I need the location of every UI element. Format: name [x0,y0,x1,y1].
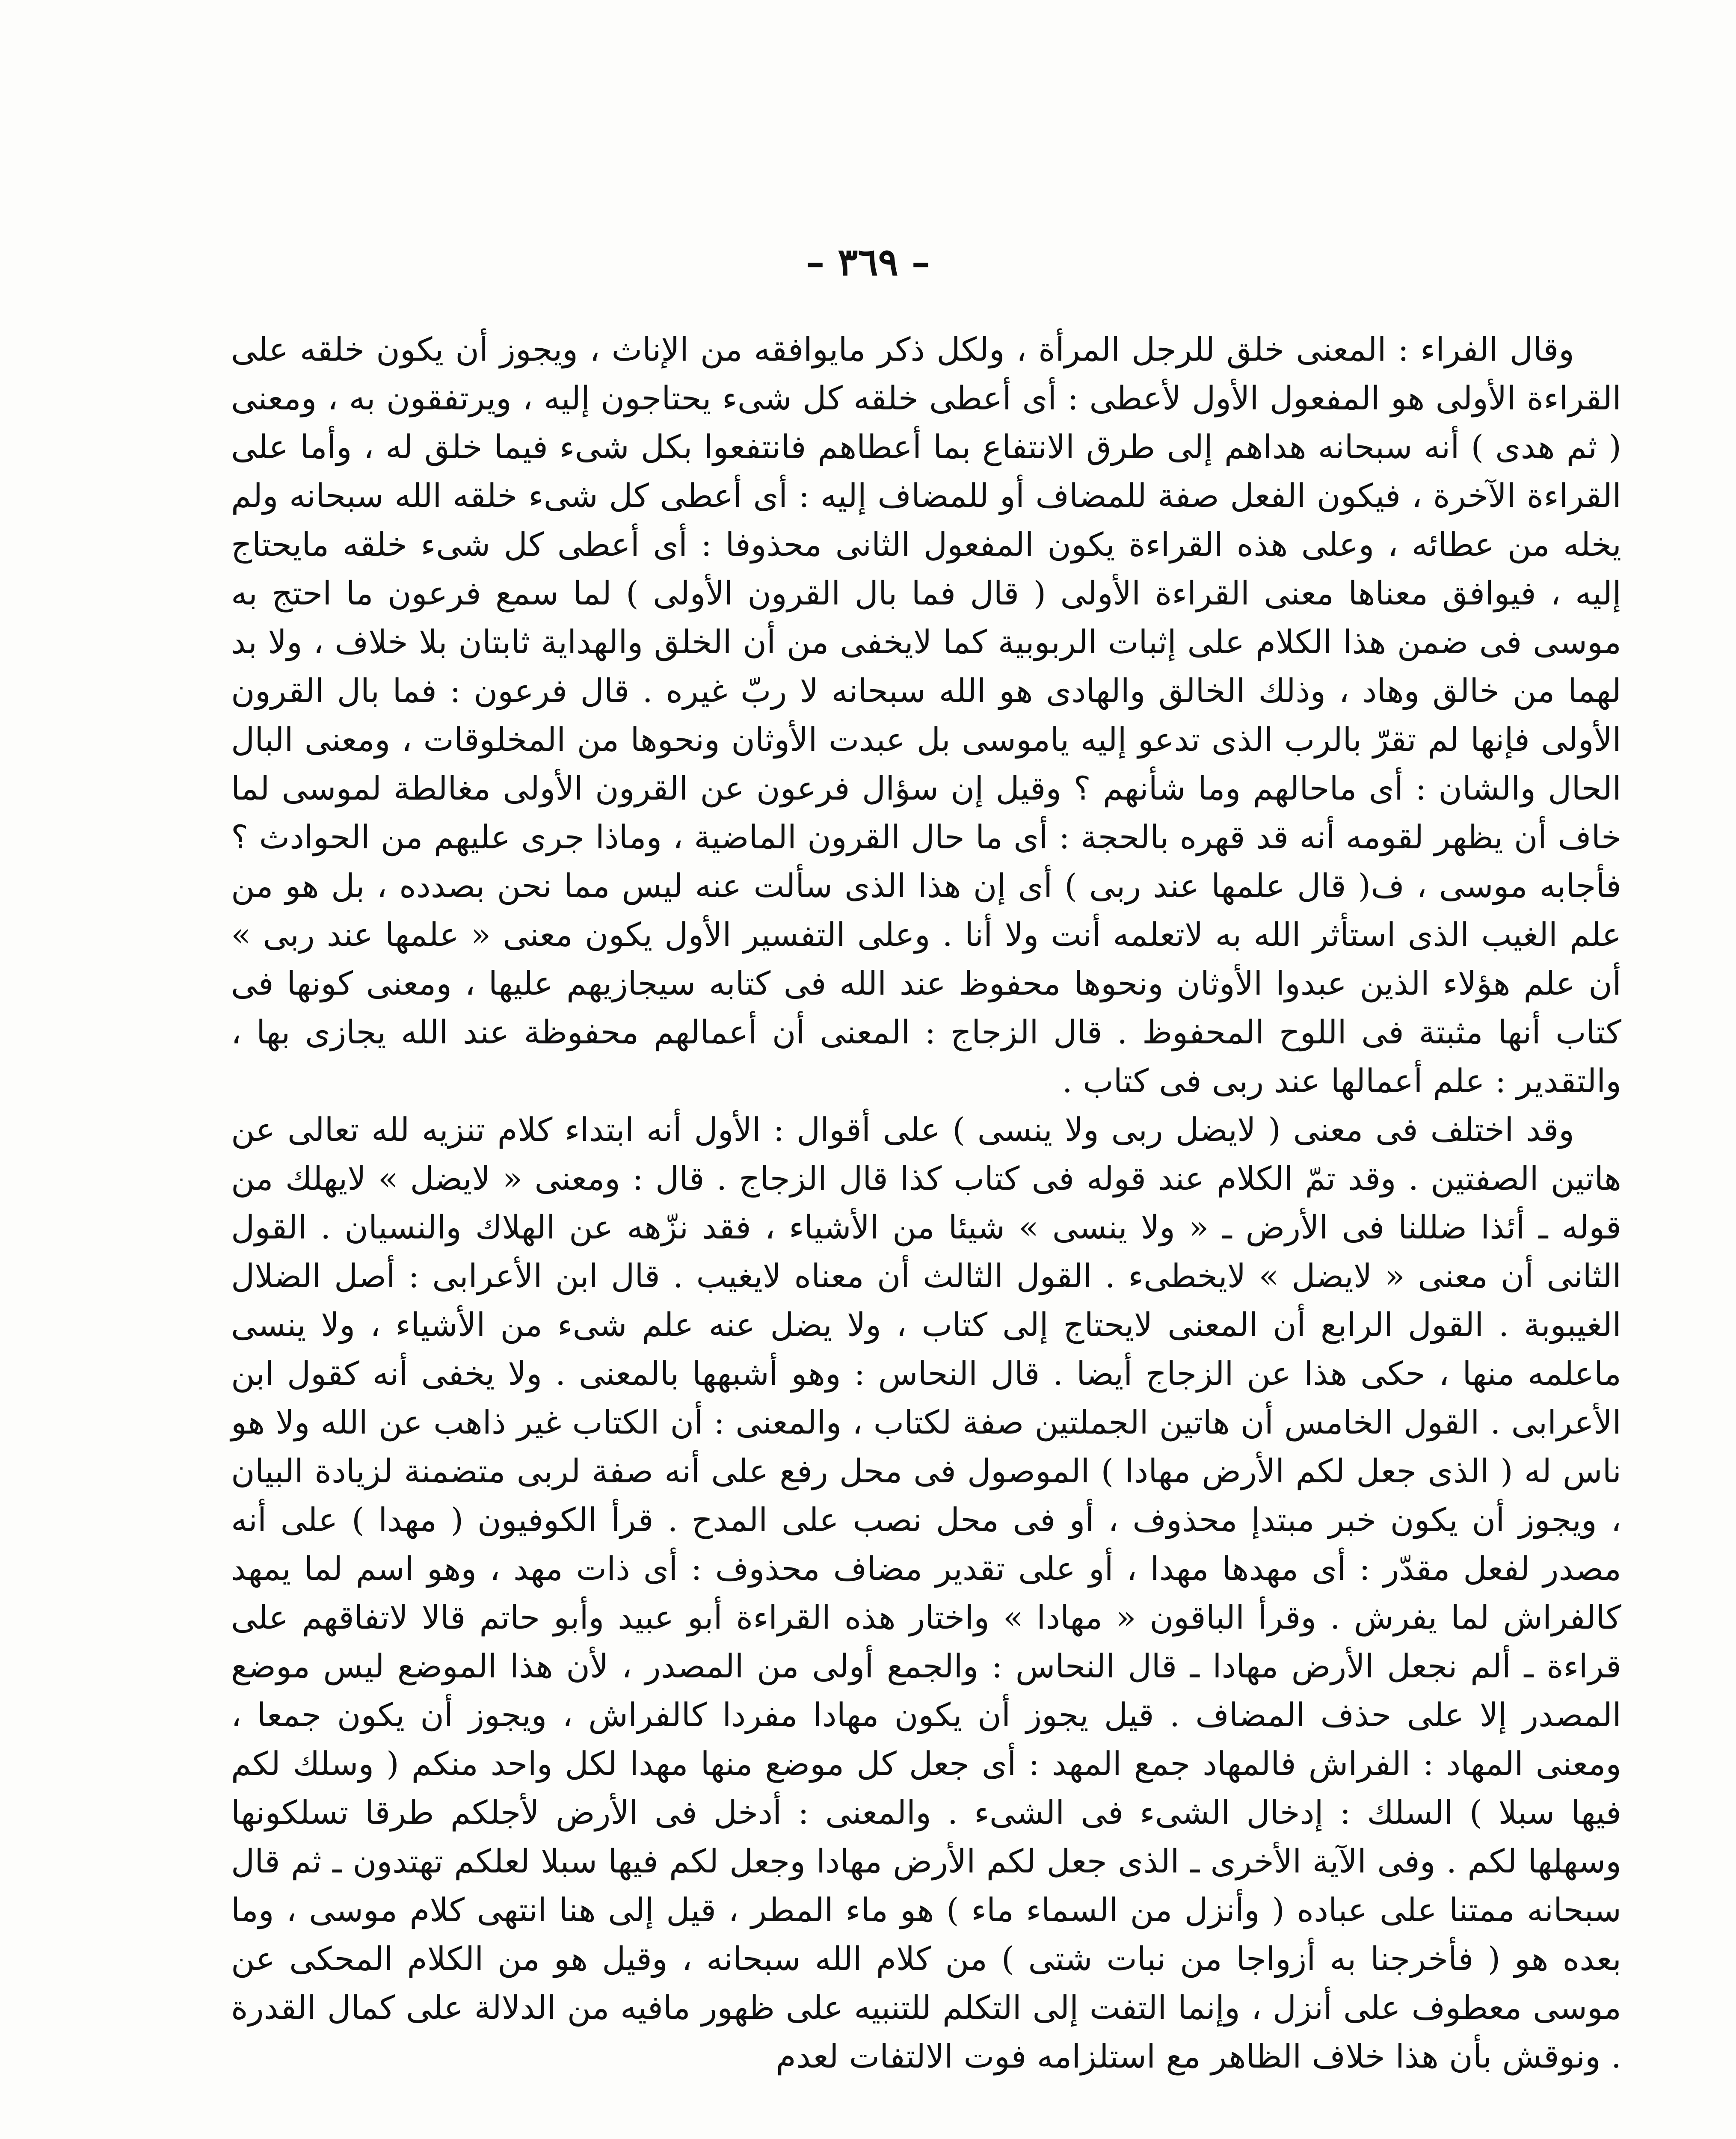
paragraph-1: وقال الفراء : المعنى خلق للرجل المرأة ، ولكل ذكر مايوافقه من الإناث ، ويجوز أن يكون خلقه على القراءة الأولى هو المفعول الأول لأعطى : أى أعطى خلقه كل شىء يحتاجون إليه ، ويرتفقون به ، ومعنى ( ثم هدى ) أنه سبحانه هداهم إلى طرق الانتفاع بما أعطاهم فانتفعوا بكل شىء فيما خلق له ، وأما على القراءة الآخرة ، فيكون الفعل صفة للمضاف أو للمضاف إليه : أى أعطى كل شىء خلقه الله سبحانه ولم يخله من عطائه ، وعلى هذه القراءة يكون المفعول الثانى محذوفا : أى أعطى كل شىء خلقه مايحتاج إليه ، فيوافق معناها معنى القراءة الأولى ( قال فما بال القرون الأولى ) لما سمع فرعون ما احتج به موسى فى ضمن هذا الكلام على إثبات الربوبية كما لايخفى من أن الخلق والهداية ثابتان بلا خلاف ، ولا بد لهما من خالق وهاد ، وذلك الخالق والهادى هو الله سبحانه لا ربّ غيره . قال فرعون : فما بال القرون الأولى فإنها لم تقرّ بالرب الذى تدعو إليه ياموسى بل عبدت الأوثان ونحوها من المخلوقات ، ومعنى البال الحال والشان : أى ماحالهم وما شأنهم ؟ وقيل إن سؤال فرعون عن القرون الأولى مغالطة لموسى لما خاف أن يظهر لقومه أنه قد قهره بالحجة : أى ما حال القرون الماضية ، وماذا جرى عليهم من الحوادث ؟ فأجابه موسى ، ف( قال علمها عند ربى ) أى إن هذا الذى سألت عنه ليس مما نحن بصدده ، بل هو من علم الغيب الذى استأثر الله به لاتعلمه أنت ولا أنا . وعلى التفسير الأول يكون معنى « علمها عند ربى » أن علم هؤلاء الذين عبدوا الأوثان ونحوها محفوظ عند الله فى كتابه سيجازيهم عليها ، ومعنى كونها فى كتاب أنها مثبتة فى اللوح المحفوظ . قال الزجاج : المعنى أن أعمالهم محفوظة عند الله يجازى بها ، والتقدير : علم أعمالها عند ربى فى كتاب . [231,330,1621,1100]
page-number: – ٣٦٩ – [806,240,930,284]
paragraph-2: وقد اختلف فى معنى ( لايضل ربى ولا ينسى ) على أقوال : الأول أنه ابتداء كلام تنزيه لله تعالى عن هاتين الصفتين . وقد تمّ الكلام عند قوله فى كتاب كذا قال الزجاج . قال : ومعنى « لايضل » لايهلك من قوله ـ أئذا ضللنا فى الأرض ـ « ولا ينسى » شيئا من الأشياء ، فقد نزّهه عن الهلاك والنسيان . القول الثانى أن معنى « لايضل » لايخطىء . القول الثالث أن معناه لايغيب . قال ابن الأعرابى : أصل الضلال الغيبوبة . القول الرابع أن المعنى لايحتاج إلى كتاب ، ولا يضل عنه علم شىء من الأشياء ، ولا ينسى ماعلمه منها ، حكى هذا عن الزجاج أيضا . قال النحاس : وهو أشبهها بالمعنى . ولا يخفى أنه كقول ابن الأعرابى . القول الخامس أن هاتين الجملتين صفة لكتاب ، والمعنى : أن الكتاب غير ذاهب عن الله ولا هو ناس له ( الذى جعل لكم الأرض مهادا ) الموصول فى محل رفع على أنه صفة لربى متضمنة لزيادة البيان ، ويجوز أن يكون خبر مبتدإ محذوف ، أو فى محل نصب على المدح . قرأ الكوفيون ( مهدا ) على أنه مصدر لفعل مقدّر : أى مهدها مهدا ، أو على تقدير مضاف محذوف : أى ذات مهد ، وهو اسم لما يمهد كالفراش لما يفرش . وقرأ الباقون « مهادا » واختار هذه القراءة أبو عبيد وأبو حاتم قالا لاتفاقهم على قراءة ـ ألم نجعل الأرض مهادا ـ قال النحاس : والجمع أولى من المصدر ، لأن هذا الموضع ليس موضع المصدر إلا على حذف المضاف . قيل يجوز أن يكون مهادا مفردا كالفراش ، ويجوز أن يكون جمعا ، ومعنى المهاد : الفراش فالمهاد جمع المهد : أى جعل كل موضع منها مهدا لكل واحد منكم ( وسلك لكم فيها سبلا ) السلك : إدخال الشىء فى الشىء . والمعنى : أدخل فى الأرض لأجلكم طرقا تسلكونها وسهلها لكم . وفى الآية الأخرى ـ الذى جعل لكم الأرض مهادا وجعل لكم فيها سبلا لعلكم تهتدون ـ ثم قال سبحانه ممتنا على عباده ( وأنزل من السماء ماء ) هو ماء المطر ، قيل إلى هنا انتهى كلام موسى ، وما بعده هو ( فأخرجنا به أزواجا من نبات شتى ) من كلام الله سبحانه ، وقيل هو من الكلام المحكى عن موسى معطوف على أنزل ، وإنما التفت إلى التكلم للتنبيه على ظهور مافيه من الدلالة على كمال القدرة . ونوقش بأن هذا خلاف الظاهر مع استلزامه فوت الالتفات لعدم [231,1111,1622,2075]
page-body [231,325,1621,2081]
